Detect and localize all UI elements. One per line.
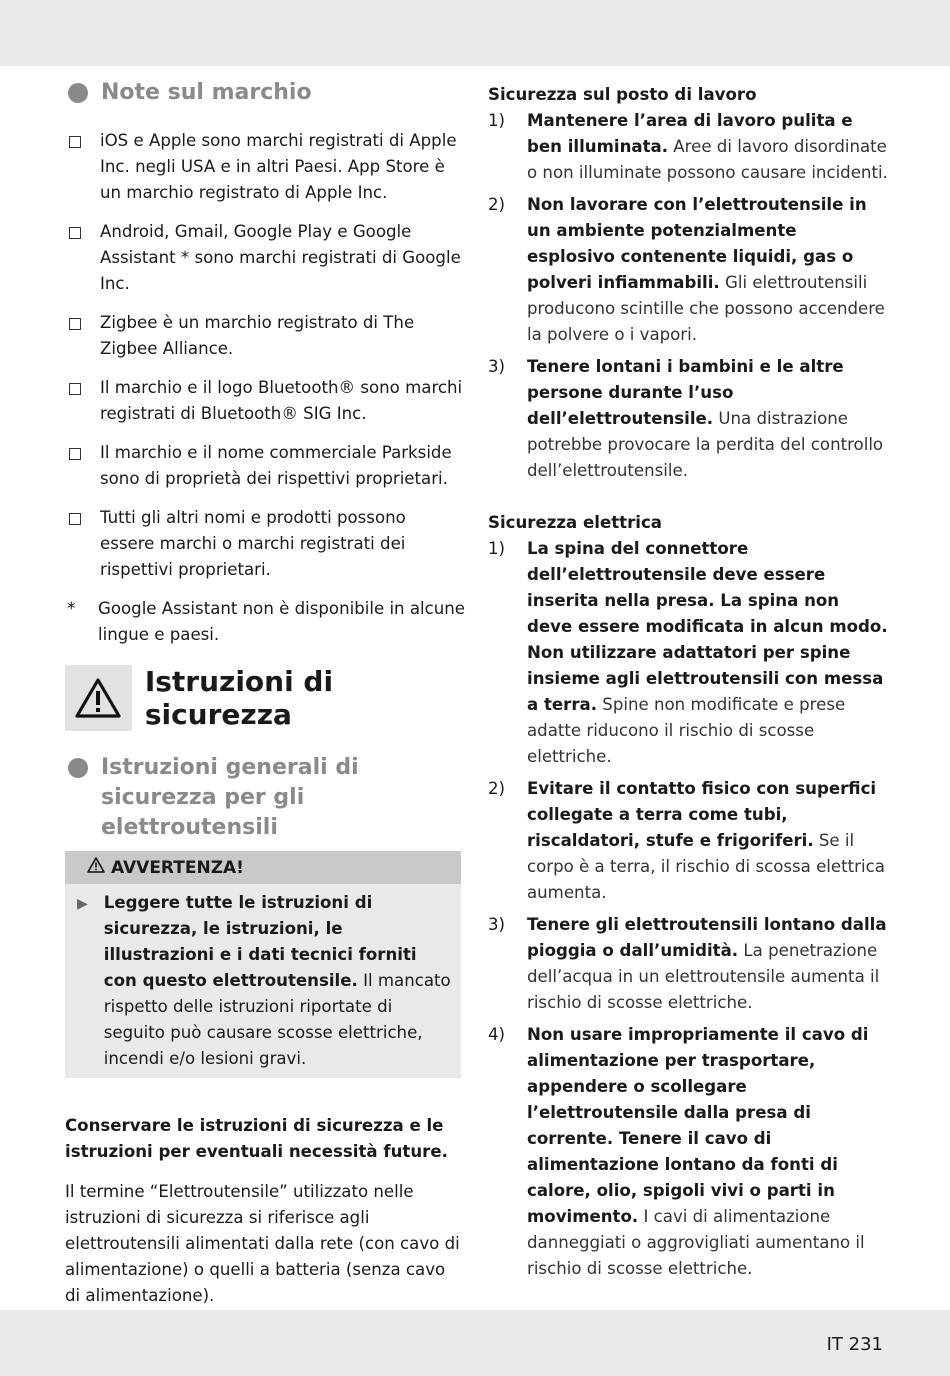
workplace-heading: Sicurezza sul posto di lavoro	[488, 85, 757, 104]
checkbox-square-icon	[69, 318, 81, 330]
checkbox-square-icon	[69, 513, 81, 525]
list-item-text: Il marchio e il logo Bluetooth® sono marchi registrati di Bluetooth® SIG Inc.	[100, 378, 463, 423]
safety-section-header	[65, 665, 465, 731]
trademark-list	[65, 128, 465, 648]
list-item	[65, 440, 465, 492]
left-column	[65, 78, 465, 1309]
numbered-item	[488, 354, 888, 484]
footnote-text: Google Assistant non è disponibile in alcune lingue e paesi.	[98, 599, 465, 644]
item-number: 2)	[488, 779, 506, 798]
warning-normal-text: Il mancato rispetto delle istruzioni riportate di seguito può causare scosse elettriche, incendi e/o lesioni gravi.	[103, 971, 451, 1068]
item-body	[527, 912, 888, 1016]
list-item	[65, 310, 465, 362]
list-item-text: Android, Gmail, Google Play e Google Assistant * sono marchi registrati di Google Inc.	[100, 222, 461, 293]
item-body	[527, 1022, 888, 1282]
checkbox-square-icon	[69, 448, 81, 460]
item-body	[527, 354, 888, 484]
warning-small-icon	[87, 857, 105, 878]
item-body	[527, 536, 888, 770]
item-normal-text: Se il corpo è a terra, il rischio di scossa elettrica aumenta.	[527, 831, 885, 902]
numbered-item	[488, 912, 888, 1016]
warning-body	[65, 884, 461, 1072]
trademark-heading	[65, 78, 465, 108]
item-number: 1)	[488, 111, 506, 130]
checkbox-square-icon	[69, 227, 81, 239]
general-safety-heading	[65, 753, 465, 843]
footer-band	[0, 1310, 950, 1376]
item-normal-text: Gli elettroutensili producono scintille che possono accendere la polvere o i vapori.	[527, 273, 885, 344]
item-number: 3)	[488, 915, 506, 934]
numbered-item	[488, 1022, 888, 1282]
trademark-heading-text: Note sul marchio	[101, 80, 312, 105]
bullet-dot-icon	[68, 758, 88, 778]
safety-title: Istruzioni di sicurezza	[144, 665, 334, 731]
checkbox-square-icon	[69, 383, 81, 395]
item-number: 2)	[488, 195, 506, 214]
numbered-item	[488, 192, 888, 348]
item-bold-text: Tenere gli elettroutensili lontano dalla pioggia o dall’umidità.	[527, 915, 887, 960]
warning-bold-text: Leggere tutte le istruzioni di sicurezza, le istruzioni, le illustrazioni e i dati tecnici forniti con questo elettroutensile.	[103, 893, 417, 990]
list-item	[65, 219, 465, 297]
term-definition-paragraph: Il termine “Elettroutensile” utilizzato nelle istruzioni di sicurezza si riferisce agli elettroutensili alimentati dalla rete (con cavo di alimentazione) o quelli a batteria (senza cavo di alimentazione).	[65, 1182, 460, 1305]
numbered-item	[488, 536, 888, 770]
right-column	[488, 82, 888, 1288]
item-normal-text: I cavi di alimentazione danneggiati o aggrovigliati aumentano il rischio di scosse elettriche.	[527, 1207, 865, 1278]
play-triangle-icon: ▶	[77, 896, 88, 912]
list-item-text: Tutti gli altri nomi e prodotti possono essere marchi o marchi registrati dei rispettivi proprietari.	[100, 508, 406, 579]
item-body	[527, 108, 888, 186]
item-bold-text: La spina del connettore dell’elettroutensile deve essere inserita nella presa. La spina non deve essere modificata in alcun modo. Non utilizzare adattatori per spine insieme agli elettroutensili con messa a terra.	[527, 539, 888, 714]
list-item-text: iOS e Apple sono marchi registrati di Apple Inc. negli USA e in altri Paesi. App Store è un marchio registrato di Apple Inc.	[100, 131, 457, 202]
item-body	[527, 192, 888, 348]
item-bold-text: Evitare il contatto fisico con superfici collegate a terra come tubi, riscaldatori, stufe e frigoriferi.	[527, 779, 877, 850]
list-item-text: Zigbee è un marchio registrato di The Zigbee Alliance.	[100, 313, 415, 358]
item-number: 4)	[488, 1025, 506, 1044]
workplace-list	[488, 108, 888, 484]
spacer	[488, 490, 888, 510]
item-bold-text: Tenere lontani i bambini e le altre persone durante l’uso dell’elettroutensile.	[527, 357, 844, 428]
bullet-dot-icon	[68, 83, 88, 103]
list-item-text: Il marchio e il nome commerciale Parkside sono di proprietà dei rispettivi proprietari.	[100, 443, 452, 488]
warning-title-bar	[65, 851, 461, 884]
footnote	[65, 596, 465, 648]
item-body	[527, 776, 888, 906]
electrical-heading: Sicurezza elettrica	[488, 513, 662, 532]
checkbox-square-icon	[69, 136, 81, 148]
page-number: IT 231	[826, 1334, 883, 1355]
item-bold-text: Mantenere l’area di lavoro pulita e ben illuminata.	[527, 111, 853, 156]
footnote-marker: *	[67, 599, 76, 619]
electrical-list	[488, 536, 888, 1282]
item-normal-text: Spine non modificate e prese adatte riducono il rischio di scosse elettriche.	[527, 695, 846, 766]
warning-panel	[65, 851, 461, 1078]
item-number: 1)	[488, 539, 506, 558]
warning-label: AVVERTENZA!	[111, 857, 244, 878]
keep-instructions-note: Conservare le istruzioni di sicurezza e le istruzioni per eventuali necessità future.	[65, 1116, 448, 1161]
warning-triangle-icon	[65, 665, 132, 731]
warning-body-text	[104, 890, 451, 1072]
list-item	[65, 128, 465, 206]
general-safety-heading-text: Istruzioni generali di sicurezza per gli elettroutensili	[101, 755, 359, 840]
item-normal-text: La penetrazione dell’acqua in un elettroutensile aumenta il rischio di scosse elettriche.	[527, 941, 880, 1012]
list-item	[65, 375, 465, 427]
numbered-item	[488, 776, 888, 906]
item-bold-text: Non lavorare con l’elettroutensile in un ambiente potenzialmente esplosivo contenente liquidi, gas o polveri infiammabili.	[527, 195, 867, 292]
item-normal-text: Aree di lavoro disordinate o non illuminate possono causare incidenti.	[527, 137, 888, 182]
list-item	[65, 505, 465, 583]
item-bold-text: Non usare impropriamente il cavo di alimentazione per trasportare, appendere o scollegare l’elettroutensile dalla presa di corrente. Tenere il cavo di alimentazione lontano da fonti di calore, olio, spigoli vivi o parti in movimento.	[527, 1025, 869, 1226]
top-band	[0, 0, 950, 66]
item-number: 3)	[488, 357, 506, 376]
item-normal-text: Una distrazione potrebbe provocare la perdita del controllo dell’elettroutensile.	[527, 409, 884, 480]
numbered-item	[488, 108, 888, 186]
